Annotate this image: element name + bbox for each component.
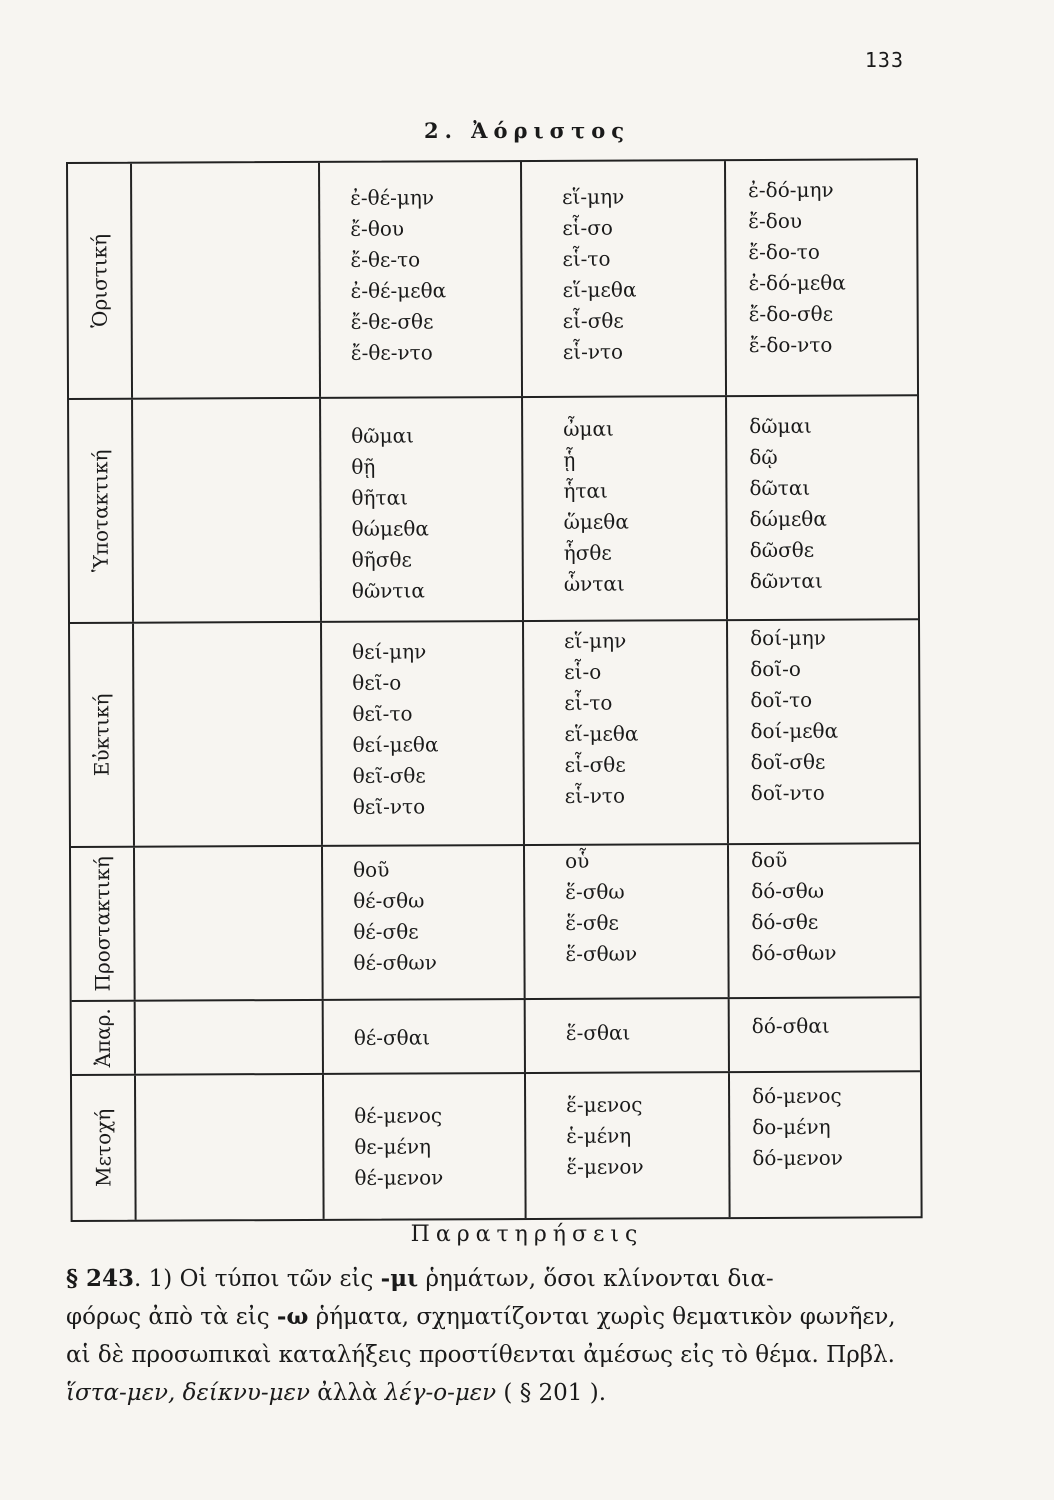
form-cell (324, 1074, 527, 1219)
mood-label: Εὐκτική (89, 693, 114, 777)
verb-form: εἵ-μην (564, 628, 627, 653)
verb-form: ἐ-δό-μην (748, 177, 834, 203)
notes-text: αἱ δὲ προσωπικαὶ καταλήξεις προστίθενται ἀμέσως εἰς τὸ θέμα. Πρβλ. (66, 1342, 895, 1368)
conjugation-table (66, 158, 923, 1222)
verb-form: ἔ-θε-το (350, 247, 421, 272)
verb-form: θῆται (351, 485, 408, 510)
verb-form: ἕ-μενον (566, 1154, 644, 1179)
table-row-indicative (68, 160, 917, 400)
verb-form: δοῖ-το (750, 687, 813, 713)
verb-form: δοῖ-ο (750, 656, 802, 682)
verb-form: ἔ-δο-ντο (748, 332, 833, 358)
verb-form: θέ-σθε (353, 919, 419, 944)
mood-label: Προστακτική (90, 856, 115, 992)
verb-form: θέ-μενος (354, 1103, 443, 1128)
verb-form: θέ-μενον (354, 1165, 444, 1190)
verb-form: ἑ-μένη (566, 1123, 632, 1148)
verb-form: ἧται (563, 478, 608, 503)
verb-form: οὗ (565, 848, 590, 873)
blank-cell (132, 163, 321, 398)
verb-form: ἧσθε (563, 540, 612, 565)
verb-form: θῶμαι (351, 423, 414, 448)
notes-text: φόρως ἀπὸ τὰ εἰς (66, 1304, 277, 1330)
verb-form: εἷ-σο (562, 215, 614, 240)
verb-form: ἔ-θου (350, 216, 405, 241)
verb-form: ἕ-σθε (565, 910, 619, 935)
notes-text: λέγ-ο-μεν (384, 1380, 497, 1406)
form-cell (727, 396, 918, 619)
verb-form: δῶται (749, 475, 811, 501)
verb-form: ἐ-θέ-μεθα (350, 278, 447, 303)
verb-form: εἵ-μεθα (562, 277, 637, 302)
form-cell (525, 845, 730, 998)
form-cell (729, 844, 920, 997)
verb-form: ἔ-θε-σθε (350, 309, 434, 334)
verb-form: δῶνται (749, 568, 823, 594)
form-cell (522, 161, 727, 396)
table-row-subjunctive (69, 396, 918, 624)
form-cell (526, 1073, 731, 1218)
verb-form: θῶντια (351, 578, 425, 603)
notes-line (66, 1262, 926, 1296)
verb-form: δοῖ-σθε (750, 749, 826, 775)
notes-text: . 1) Οἱ τύποι τῶν εἰς (134, 1266, 381, 1292)
verb-form: θεί-μην (352, 639, 427, 664)
verb-form: θοῦ (353, 857, 390, 882)
form-cell (320, 162, 523, 397)
section-title: 2. Ἀόριστος (423, 118, 631, 143)
verb-form: δό-σθε (751, 909, 819, 935)
verb-form: ἕ-σθω (565, 879, 625, 904)
form-cell (730, 998, 920, 1071)
verb-form: θεῖ-σθε (352, 763, 426, 788)
verb-form: ὦμαι (563, 416, 614, 441)
blank-cell (133, 399, 322, 622)
verb-form: εἷ-ντο (562, 339, 624, 364)
mood-label: Ὁριστική (87, 233, 112, 328)
verb-form: θέ-σθαι (353, 1025, 431, 1050)
notes-line (66, 1300, 926, 1334)
verb-form: ἕ-σθων (565, 941, 638, 966)
section-reference: § 243 (66, 1265, 135, 1292)
blank-cell (136, 1001, 324, 1074)
blank-cell (135, 847, 324, 1000)
notes-line (66, 1376, 926, 1410)
verb-form: ἔ-δο-το (748, 239, 820, 265)
verb-form: θέ-σθων (353, 950, 437, 975)
mood-label-cell (72, 1076, 137, 1220)
notes-title: Παρατηρήσεις (410, 1222, 644, 1247)
mood-label: Μετοχή (91, 1108, 116, 1187)
notes-text: ῥημάτων, ὅσοι κλίνονται δια- (418, 1266, 774, 1292)
verb-form: δῷ (749, 444, 778, 470)
verb-form: δοί-μην (750, 625, 826, 651)
notes-text: ἵστα-μεν, δείκνυ-μεν (66, 1380, 310, 1406)
verb-form: εἷ-ντο (564, 783, 626, 808)
verb-form: δώμεθα (749, 506, 827, 532)
blank-cell (134, 623, 323, 846)
verb-form: δοί-μεθα (750, 718, 839, 744)
table-row-participle (72, 1072, 921, 1220)
verb-form: θεῖ-το (352, 701, 413, 726)
page-number: 133 (864, 48, 904, 72)
notes-text: ῥήματα, σχηματίζονται χωρὶς θεματικὸν φωνῆεν, (308, 1304, 896, 1330)
form-cell (323, 846, 526, 999)
form-cell (728, 620, 919, 843)
blank-cell (136, 1075, 325, 1220)
verb-form: εἵ-μεθα (564, 721, 639, 746)
verb-form: θώμεθα (351, 516, 429, 541)
verb-form: δῶσθε (749, 537, 815, 563)
form-cell (526, 999, 730, 1072)
mood-label: Ὑποτακτική (88, 449, 113, 573)
mood-label-cell (68, 164, 133, 398)
table-row-optative (70, 620, 919, 848)
verb-form: ἔ-θε-ντο (350, 340, 433, 365)
verb-form: εἷ-το (562, 246, 611, 271)
form-cell (321, 398, 524, 621)
notes-text: -μι (380, 1265, 419, 1292)
notes-text: ἀλλὰ (309, 1380, 385, 1406)
verb-form: θε-μένη (354, 1134, 432, 1159)
verb-form: δό-μενος (752, 1083, 842, 1109)
verb-form: ἔ-δο-σθε (748, 301, 834, 327)
verb-form: θεῖ-ο (352, 670, 402, 695)
verb-form: ὥμεθα (563, 509, 629, 534)
verb-form: δοῖ-ντο (750, 780, 825, 806)
verb-form: ἐ-θέ-μην (350, 185, 435, 210)
verb-form: ἔ-δου (748, 208, 803, 234)
verb-form: εἷ-ο (564, 659, 602, 684)
mood-label-cell (71, 848, 136, 1000)
mood-label-cell (70, 624, 135, 846)
form-cell (322, 622, 525, 845)
notes-line (66, 1338, 926, 1372)
table-row-imperative (71, 844, 920, 1002)
table-row-infinitive (72, 998, 920, 1076)
form-cell (324, 1000, 526, 1073)
notes-text: ( § 201 ). (496, 1380, 607, 1406)
form-cell (524, 621, 729, 844)
verb-form: ὧνται (563, 571, 625, 596)
verb-form: δο-μένη (752, 1114, 831, 1140)
mood-label-cell (72, 1002, 136, 1074)
mood-label: Ἀπαρ. (90, 1008, 115, 1068)
verb-form: θῇ (351, 454, 376, 479)
verb-form: ᾗ (563, 447, 576, 472)
verb-form: θέ-σθω (353, 888, 425, 913)
verb-form: θεῖ-ντο (352, 794, 426, 819)
verb-form: θεί-μεθα (352, 732, 439, 757)
verb-form: δό-σθαι (751, 1013, 830, 1039)
verb-form: δό-σθω (751, 878, 825, 904)
form-cell (523, 397, 728, 620)
form-cell (726, 160, 917, 395)
verb-form: εἷ-το (564, 690, 613, 715)
verb-form: ἕ-σθαι (565, 1020, 631, 1045)
verb-form: εἷ-σθε (562, 308, 624, 333)
verb-form: δό-σθων (751, 940, 837, 966)
verb-form: δό-μενον (752, 1145, 843, 1171)
verb-form: δοῦ (750, 847, 788, 873)
verb-form: ἕ-μενος (566, 1092, 643, 1117)
form-cell (730, 1072, 921, 1217)
verb-form: ἐ-δό-μεθα (748, 270, 846, 296)
verb-form: εἵ-μην (562, 184, 625, 209)
notes-text: -ω (276, 1303, 309, 1330)
verb-form: θῆσθε (351, 547, 412, 572)
verb-form: εἷ-σθε (564, 752, 626, 777)
mood-label-cell (69, 400, 134, 622)
verb-form: δῶμαι (749, 413, 812, 439)
